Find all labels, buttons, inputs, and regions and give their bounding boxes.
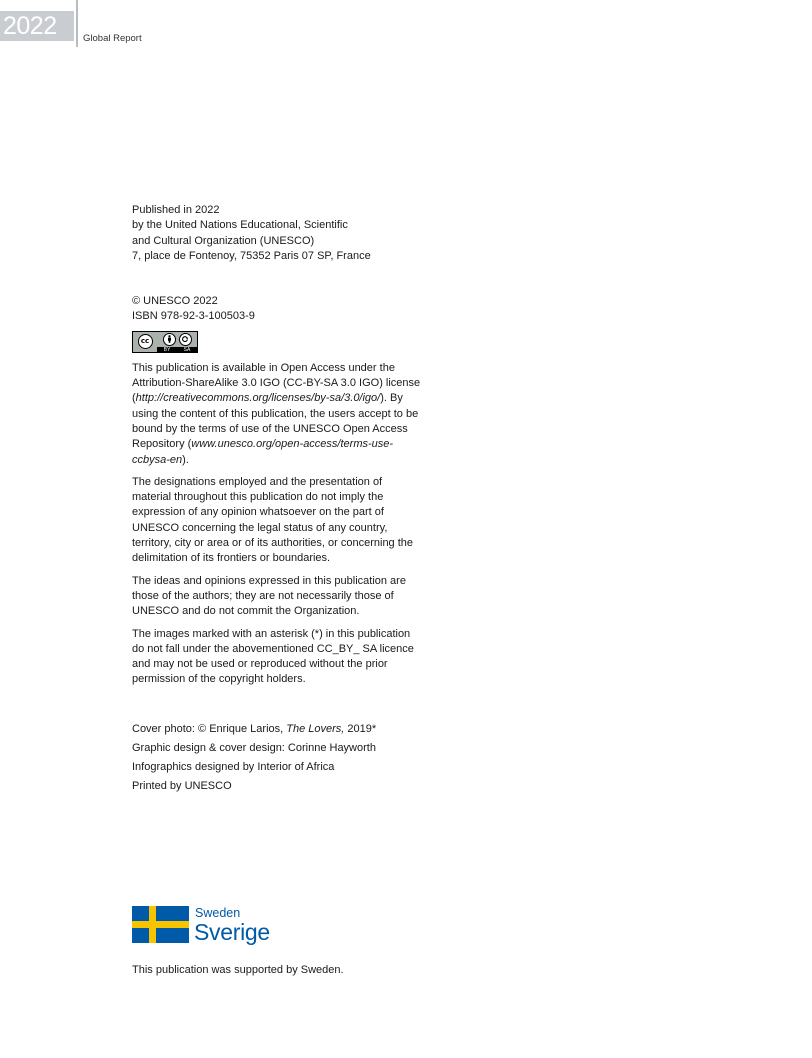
cc-by-label: BY xyxy=(163,346,171,353)
cc-badge-right xyxy=(157,332,197,352)
publisher-line: by the United Nations Educational, Scientific xyxy=(132,219,348,232)
copyright-line: © UNESCO 2022 xyxy=(132,295,218,308)
cc-badge-left xyxy=(133,332,157,352)
publisher-line: Published in 2022 xyxy=(132,204,220,216)
designations-paragraph: The designations employed and the presentation of material throughout this publication do not imply the expression of any opinion whatsoever on the part of UNESCO concerning the legal status of any country, territory, city or area or of its authorities, or concerning the delimitation of its frontiers or boundaries. xyxy=(132,475,414,565)
printer-credit: Printed by UNESCO xyxy=(132,780,232,792)
publisher-line: and Cultural Organization (UNESCO) xyxy=(132,234,315,247)
infographics-credit: Infographics designed by Interior of Africa xyxy=(132,761,335,773)
design-credit: Graphic design & cover design: Corinne Hayworth xyxy=(132,742,376,754)
cc-labels xyxy=(157,347,197,353)
open-access-text-1: This publication is available in Open Access under the Attribution-ShareAlike 3.0 IGO (CC-BY-SA 3.0 IGO) license ( xyxy=(132,361,421,405)
attribution-icon xyxy=(163,333,176,346)
header-divider xyxy=(76,0,78,47)
cover-credit-prefix: Cover photo: © Enrique Larios, xyxy=(132,723,287,735)
opinions-paragraph: The ideas and opinions expressed in this publication are those of the authors; they are not necessarily those of UNESCO and do not commit the Organization. xyxy=(132,574,406,618)
swedish-flag-icon xyxy=(132,906,189,943)
share-alike-icon xyxy=(179,333,192,346)
report-label: Global Report xyxy=(83,33,142,44)
creative-commons-icon: cc xyxy=(138,334,153,349)
cover-title: The Lovers, xyxy=(286,723,345,735)
open-access-text-2: ). By using the content of this publication, the users accept to be bound by the terms of use of the UNESCO Open Access Repository ( xyxy=(132,392,419,451)
sverige-wordmark: Sverige xyxy=(194,919,270,945)
open-access-text-3: ). xyxy=(182,453,189,466)
imprint-content xyxy=(132,203,424,695)
credits-block xyxy=(132,720,452,796)
sweden-logo xyxy=(132,906,282,946)
isbn-line: ISBN 978-92-3-100503-9 xyxy=(132,310,255,323)
report-year: 2022 xyxy=(0,11,74,41)
publisher-line: 7, place de Fontenoy, 75352 Paris 07 SP, France xyxy=(132,249,371,262)
images-paragraph: The images marked with an asterisk (*) in this publication do not fall under the abovementioned CC_BY_ SA licence and may not be used or reproduced without the prior permission of the copyright holders. xyxy=(132,627,414,686)
open-access-paragraph xyxy=(132,361,424,468)
support-statement: This publication was supported by Sweden. xyxy=(132,964,344,976)
copyright-block xyxy=(132,294,424,325)
sweden-wordmark: Sweden xyxy=(195,906,241,920)
cc-sa-label: SA xyxy=(183,346,191,353)
publisher-block xyxy=(132,203,424,264)
license-link[interactable]: http://creativecommons.org/licenses/by-sa/3.0/igo/ xyxy=(135,392,381,405)
cover-photo-credit xyxy=(132,720,452,739)
cc-by-sa-badge[interactable] xyxy=(132,331,198,353)
repository-link[interactable]: www.unesco.org/open-access/terms-use-ccbysa-en xyxy=(132,438,394,466)
cover-credit-suffix: 2019* xyxy=(344,723,377,735)
